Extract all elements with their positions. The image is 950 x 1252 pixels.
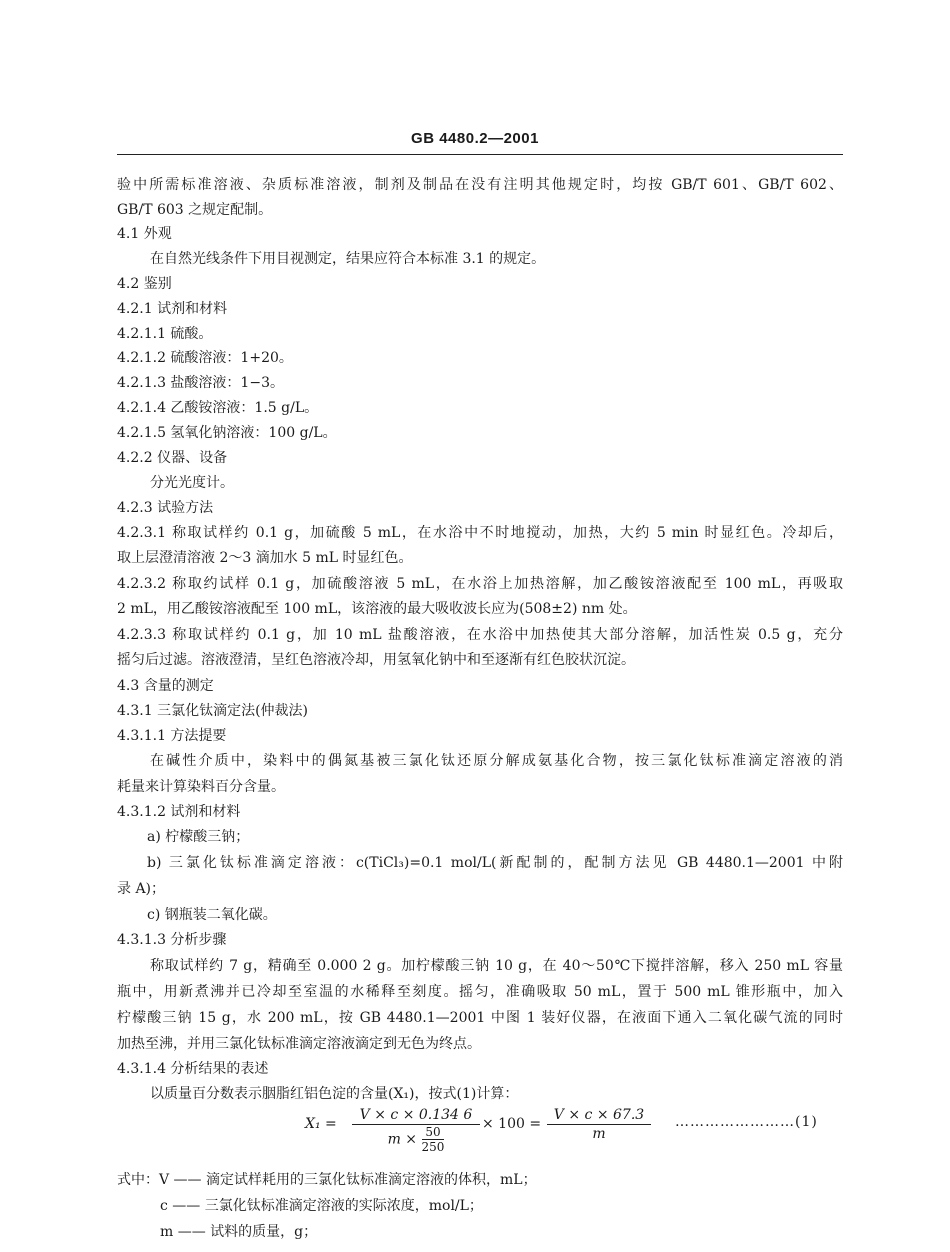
paragraph-line: 瓶中，用新煮沸并已冷却至室温的水稀释至刻度。摇匀，准确吸取 50 mL，置于 500 mL 锥形瓶中，加入 — [117, 984, 843, 1000]
subsection-heading: 4.3.1 三氯化钛滴定法(仲裁法) — [117, 703, 308, 719]
subsection-heading: 4.3.1.3 分析步骤 — [117, 932, 227, 948]
paragraph-line: 以质量百分数表示胭脂红铝色淀的含量(X₁)，按式(1)计算： — [150, 1086, 519, 1102]
fraction-2-numerator: V × c × 67.3 — [547, 1106, 651, 1125]
list-item: 4.2.1.2 硫酸溶液：1+20。 — [117, 350, 293, 366]
subsection-heading: 4.3.1.2 试剂和材料 — [117, 804, 241, 820]
nested-fraction-denominator: 250 — [421, 1140, 445, 1154]
where-clause-line: m —— 试料的质量，g； — [160, 1224, 318, 1240]
paragraph-line: 摇匀后过滤。溶液澄清，呈红色溶液冷却，用氢氧化钠中和至逐渐有红色胶状沉淀。 — [117, 652, 635, 668]
header-rule — [117, 154, 843, 155]
paragraph-line: 柠檬酸三钠 15 g，水 200 mL，按 GB 4480.1—2001 中图 1 装好仪器，在液面下通入二氧化碳气流的同时 — [117, 1010, 843, 1026]
subsection-heading: 4.2.2 仪器、设备 — [117, 450, 228, 466]
fraction-2-denominator: m — [592, 1126, 606, 1142]
nested-fraction-numerator: 50 — [422, 1125, 445, 1140]
list-item: c) 钢瓶装二氧化碳。 — [147, 907, 277, 923]
list-item: b) 三氯化钛标准滴定溶液：c(TiCl₃)=0.1 mol/L(新配制的，配制方法见 GB 4480.1—2001 中附 — [147, 855, 843, 871]
where-clause-line: 式中：V —— 滴定试样耗用的三氯化钛标准滴定溶液的体积，mL； — [117, 1172, 537, 1188]
subsection-heading: 4.3.1.4 分析结果的表述 — [117, 1061, 269, 1077]
paragraph-line: 4.2.3.3 称取试样约 0.1 g，加 10 mL 盐酸溶液，在水浴中加热使其大部分溶解，加活性炭 0.5 g，充分 — [117, 627, 843, 643]
formula-fraction-2 — [547, 1106, 651, 1143]
fraction-1-denominator-m: m × — [387, 1131, 418, 1148]
fraction-1-numerator: V × c × 0.134 6 — [352, 1106, 480, 1125]
section-heading-4-2: 4.2 鉴别 — [117, 276, 172, 292]
equation-1 — [300, 1100, 845, 1160]
paragraph-line: 分光光度计。 — [150, 475, 234, 491]
formula-fraction-1 — [352, 1106, 480, 1154]
section-heading-4-3: 4.3 含量的测定 — [117, 678, 214, 694]
where-clause-line: c —— 三氯化钛标准滴定溶液的实际浓度，mol/L； — [160, 1198, 483, 1214]
equation-number: ……………………(1) — [675, 1114, 818, 1130]
paragraph-line: 耗量来计算染料百分含量。 — [117, 779, 285, 795]
paragraph-line: 取上层澄清溶液 2～3 滴加水 5 mL 时显红色。 — [117, 550, 413, 566]
list-item: 4.2.1.1 硫酸。 — [117, 326, 213, 342]
subsection-heading: 4.2.3 试验方法 — [117, 500, 214, 516]
paragraph-line: 称取试样约 7 g，精确至 0.000 2 g。加柠檬酸三钠 10 g，在 40～50℃下搅拌溶解，移入 250 mL 容量 — [150, 958, 843, 974]
paragraph-line: 在自然光线条件下用目视测定，结果应符合本标准 3.1 的规定。 — [150, 251, 546, 267]
paragraph-line: 4.2.3.1 称取试样约 0.1 g，加硫酸 5 mL，在水浴中不时地搅动，加热，大约 5 min 时显红色。冷却后， — [117, 525, 843, 541]
paragraph-line: 加热至沸，并用三氯化钛标准滴定溶液滴定到无色为终点。 — [117, 1036, 481, 1052]
list-item: a) 柠檬酸三钠； — [147, 829, 250, 845]
section-heading-4-1: 4.1 外观 — [117, 226, 172, 242]
formula-lhs: X₁ = — [305, 1116, 337, 1132]
paragraph-line: 2 mL，用乙酸铵溶液配至 100 mL，该溶液的最大吸收波长应为(508±2) nm 处。 — [117, 601, 637, 617]
nested-fraction — [422, 1125, 445, 1154]
fraction-1-denominator — [352, 1125, 480, 1154]
paragraph-line: GB/T 603 之规定配制。 — [117, 202, 273, 218]
paragraph-line: 在碱性介质中，染料中的偶氮基被三氯化钛还原分解成氨基化合物，按三氯化钛标准滴定溶液的消 — [150, 753, 843, 769]
list-item: 4.2.1.5 氢氧化钠溶液：100 g/L。 — [117, 425, 337, 441]
paragraph-line: 4.2.3.2 称取约试样 0.1 g，加硫酸溶液 5 mL，在水浴上加热溶解，加乙酸铵溶液配至 100 mL，再吸取 — [117, 576, 843, 592]
list-item: 4.2.1.3 盐酸溶液：1−3。 — [117, 375, 284, 391]
subsection-heading: 4.2.1 试剂和材料 — [117, 301, 228, 317]
list-item: 4.2.1.4 乙酸铵溶液：1.5 g/L。 — [117, 400, 319, 416]
paragraph-line: 验中所需标准溶液、杂质标准溶液，制剂及制品在没有注明其他规定时，均按 GB/T 601、GB/T 602、 — [117, 177, 843, 193]
subsection-heading: 4.3.1.1 方法提要 — [117, 728, 227, 744]
page-header-standard-number: GB 4480.2—2001 — [411, 130, 539, 147]
paragraph-line: 录 A)； — [117, 881, 166, 897]
formula-times-100: × 100 = — [482, 1116, 542, 1132]
